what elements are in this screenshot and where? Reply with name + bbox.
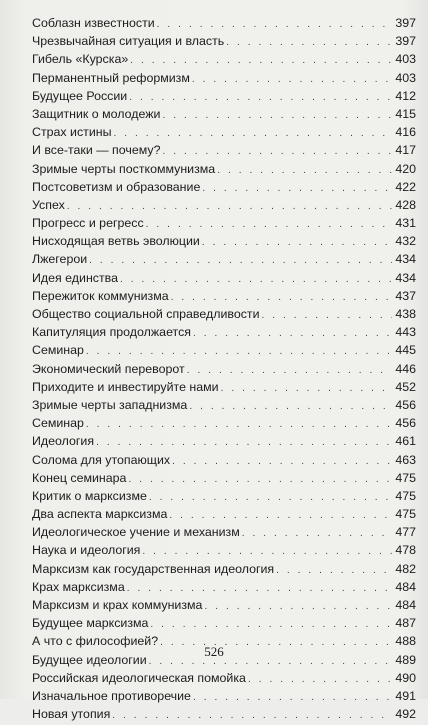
toc-entry [32,432,416,450]
toc-entry-page: 434 [395,252,416,267]
toc-entry [32,250,416,268]
toc-leader-dots [248,671,392,689]
toc-entry-page: 446 [395,361,416,376]
toc-entry [32,487,416,505]
toc-leader-dots [276,562,392,580]
toc-entry-title: Семинар [32,343,84,358]
toc-leader-dots [193,325,392,343]
toc-entry-page: 403 [395,70,416,85]
toc-entry-title: Марксизм как государственная идеология [32,561,275,576]
toc-leader-dots [149,489,392,507]
toc-entry-page: 477 [395,525,416,540]
toc-entry-title: Новая утопия [32,707,111,722]
toc-entry-page: 397 [395,34,416,49]
toc-leader-dots [189,398,392,416]
toc-entry-page: 475 [395,488,416,503]
toc-leader-dots [262,307,393,325]
toc-entry [32,69,416,87]
toc-entry [32,469,416,487]
toc-entry [32,396,416,414]
toc-entry [32,578,416,596]
toc-leader-dots [204,598,392,616]
toc-leader-dots [242,525,393,543]
toc-entry [32,269,416,287]
toc-entry-page: 478 [395,543,416,558]
toc-entry-title: Изначальное противоречие [32,688,191,703]
toc-entry [32,341,416,359]
toc-entry [32,614,416,632]
toc-entry-page: 489 [395,652,416,667]
toc-entry-page: 475 [395,470,416,485]
toc-entry-title: Приходите и инвестируйте нами [32,379,219,394]
toc-entry-page: 487 [395,616,416,631]
toc-entry-title: Конец семинара [32,470,127,485]
toc-entry-title: Соблазн известности [32,16,155,30]
toc-entry-title: Прогресс и регресс [32,216,144,231]
toc-entry [32,232,416,250]
toc-entry-page: 438 [395,307,416,321]
toc-entry [32,687,416,705]
toc-leader-dots [112,707,392,725]
toc-entry [32,32,416,50]
toc-entry-title: Гибель «Курска» [32,52,129,67]
toc-entry-page: 456 [395,397,416,412]
toc-entry-page: 422 [395,179,416,194]
toc-entry [32,451,416,469]
toc-leader-dots [193,689,392,707]
toc-entry [32,123,416,141]
toc-entry-title: Перманентный реформизм [32,70,190,85]
toc-entry-title: Солома для утопающих [32,452,171,467]
toc-leader-dots [128,471,392,489]
toc-entry-title: Зримые черты посткоммунизма [32,161,216,176]
toc-entry [32,105,416,123]
toc-entry [32,14,416,32]
toc-entry [32,178,416,196]
toc-entry [32,541,416,559]
toc-entry-page: 461 [395,434,416,449]
toc-entry-page: 463 [395,452,416,467]
toc-entry-page: 456 [395,416,416,431]
toc-entry-title: Российская идеологическая помойка [32,670,246,685]
toc-entry-page: 415 [395,106,416,121]
toc-entry-page: 475 [395,507,416,522]
toc-entry [32,141,416,159]
toc-entry-title: А что с философией? [32,634,159,649]
toc-entry-title: Лжегерои [32,252,88,267]
toc-entry-title: Марксизм и крах коммунизма [32,598,203,612]
toc-entry [32,287,416,305]
toc-entry-title: Крах марксизма [32,579,125,594]
toc-entry-page: 428 [395,197,416,212]
toc-entry-page: 484 [395,598,416,612]
toc-entry-title: Пережиток коммунизма [32,288,169,303]
toc-leader-dots [202,180,392,198]
toc-entry-page: 492 [395,707,416,722]
toc-entry-page: 488 [395,634,416,649]
toc-entry-title: Защитник о молодежи [32,106,161,121]
toc-entry [32,360,416,378]
toc-leader-dots [192,71,392,89]
toc-entry [32,214,416,232]
toc-entry-page: 412 [395,88,416,103]
toc-entry-page: 491 [395,688,416,703]
toc-entry-title: Нисходящая ветвь эволюции [32,234,200,249]
toc-entry-title: Экономический переворот [32,361,185,376]
toc-entry-page: 452 [395,379,416,394]
toc-entry [32,560,416,578]
toc-leader-dots [226,34,392,52]
toc-leader-dots [172,453,392,471]
toc-leader-dots [217,162,392,180]
toc-entry-page: 490 [395,670,416,685]
toc-entry-page: 437 [395,288,416,303]
toc-leader-dots [89,252,392,270]
toc-entry-title: Семинар [32,416,84,431]
toc-entry-title: И все-таки — почему? [32,143,161,158]
toc-entry-title: Страх истины [32,125,112,140]
toc-entry-title: Наука и идеология [32,543,141,558]
toc-entry-title: Два аспекта марксизма [32,507,168,522]
toc-entry-page: 416 [395,125,416,140]
toc-leader-dots [129,89,392,107]
table-of-contents [32,14,416,723]
toc-entry-title: Будущее марксизма [32,616,149,631]
toc-entry-title: Успех [32,197,65,212]
page-number: 526 [204,644,224,659]
toc-entry [32,323,416,341]
toc-leader-dots [162,107,392,125]
toc-entry-title: Постсоветизм и образование [32,179,201,194]
toc-entry-page: 397 [395,16,416,30]
toc-leader-dots [202,234,392,252]
toc-entry-title: Идеологическое учение и механизм [32,525,240,540]
toc-entry-page: 484 [395,579,416,594]
toc-entry [32,87,416,105]
toc-entry-page: 434 [395,270,416,285]
toc-entry-title: Критик о марксизме [32,488,147,503]
toc-leader-dots [86,416,392,434]
toc-entry [32,378,416,396]
toc-entry-title: Идеология [32,434,95,449]
toc-entry [32,669,416,687]
toc-entry-page: 431 [395,216,416,231]
toc-entry-page: 445 [395,343,416,358]
toc-entry-title: Капитуляция продолжается [32,325,191,340]
toc-entry-title: Общество социальной справедливости [32,307,260,321]
toc-entry [32,160,416,178]
toc-entry-page: 420 [395,161,416,176]
toc-entry [32,50,416,68]
toc-entry [32,505,416,523]
toc-entry-page: 482 [395,561,416,576]
toc-entry-title: Идея единства [32,270,118,285]
toc-entry-title: Чрезвычайная ситуация и власть [32,34,225,49]
toc-entry [32,196,416,214]
toc-entry [32,305,416,323]
toc-entry [32,705,416,723]
toc-entry [32,596,416,614]
toc-leader-dots [221,380,393,398]
toc-entry-page: 432 [395,234,416,249]
toc-entry-page: 443 [395,325,416,340]
toc-entry [32,414,416,432]
toc-leader-dots [150,616,392,634]
toc-entry [32,523,416,541]
toc-entry-page: 417 [395,143,416,158]
toc-entry-title: Будущее России [32,88,128,103]
toc-entry-title: Будущее идеологии [32,652,147,667]
toc-entry-title: Зримые черты западнизма [32,397,188,412]
toc-entry-page: 403 [395,52,416,67]
